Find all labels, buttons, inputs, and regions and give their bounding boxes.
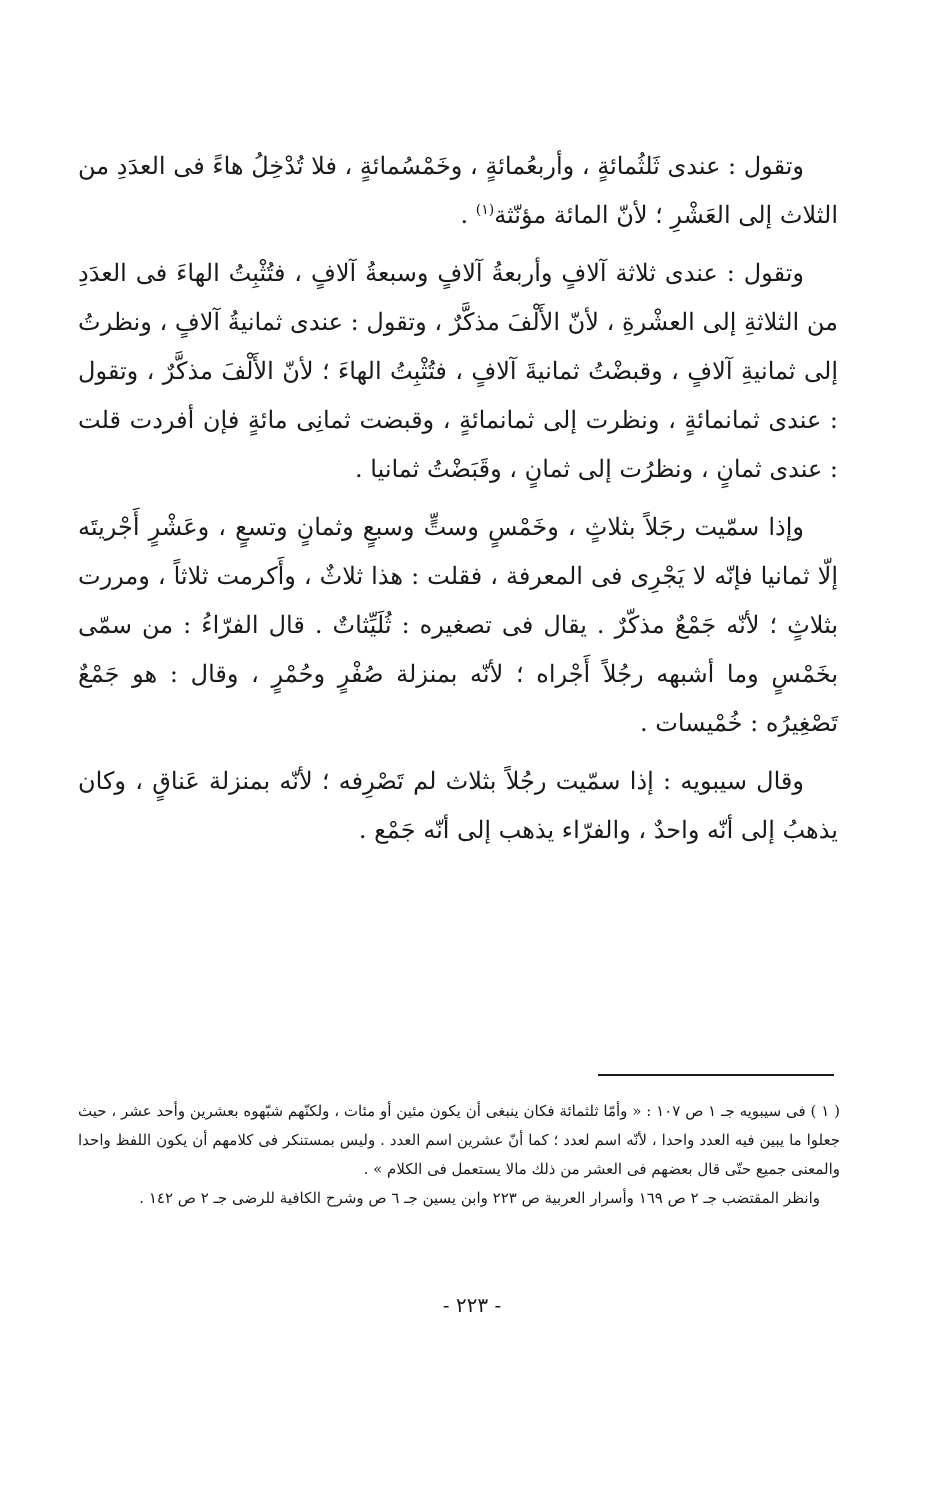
paragraph-4: وقال سيبويه : إذا سمّيت رجُلاً بثلاث لم تَصْرِفه ؛ لأنّه بمنزلة عَناقٍ ، وكان يذهبُ إلى أنّه واحدٌ ، والفرّاء يذهب إلى أنّه جَمْع . (78, 767, 838, 844)
paragraph-1-tail: . (460, 201, 476, 229)
footnotes (78, 1097, 840, 1213)
footnote-divider (598, 1074, 834, 1076)
paragraph-1-text: وتقول : عندى ثَلثُمائةٍ ، وأربعُمائةٍ ، وخَمْسُمائةٍ ، فلا تُدْخِلُ هاءً فى العدَدِ من الثلاث إلى العَشْرِ ؛ لأنّ المائة مؤنّثة (78, 152, 838, 229)
footnote-1: ( ١ ) فى سيبويه جـ ١ ص ١٠٧ : « وأمّا ثلثمائة فكان ينبغى أن يكون مئين أو مئات ، ولكنّهم شبّهوه بعشرين وأحد عشر ، حيث جعلوا ما يبين فيه العدد واحدا ، لأنّه اسم لعدد ؛ كما أنّ عشرين اسم العدد . وليس بمستنكر فى كلامهم أن يكون اللفظ واحدا والمعنى جميع حتّى قال بعضهم فى العشر من ذلك مالا يستعمل فى الكلام » . (78, 1102, 840, 1178)
footnote-reference: (١) (475, 202, 495, 218)
paragraph-1 (78, 142, 838, 240)
main-text (78, 142, 838, 864)
footnote-1-continuation: وانظر المقتضب جـ ٢ ص ١٦٩ وأسرار العربية ص ٢٢٣ وابن يسين جـ ٦ ص وشرح الكافية للرضى جـ ٢ ص ١٤٢ . (139, 1189, 820, 1207)
paragraph-3: وإذا سمّيت رجَلاً بثلاثٍ ، وخَمْسٍ وستٍّ وسبعٍ وثمانٍ وتسعٍ ، وعَشْرٍ أَجْريتَه إلّا ثمانيا فإنّه لا يَجْرِى فى المعرفة ، فقلت : هذا ثلاثٌ ، وأَكرمت ثلاثاً ، ومررت بثلاثٍ ؛ لأنّه جَمْعٌ مذكّرٌ . يقال فى تصغيره : ثُلَيِّثاتٌ . قال الفرّاءُ : من سمّى بخَمْسٍ وما أشبهه رجُلاً أَجْراه ؛ لأنّه بمنزلة صُفْرٍ وحُمْرٍ ، وقال : هو جَمْعٌ تَصْغِيرُه : خُمْيسات . (78, 513, 838, 737)
page-number: - ٢٢٣ - (442, 1293, 502, 1317)
paragraph-2: وتقول : عندى ثلاثة آلافٍ وأربعةُ آلافٍ وسبعةُ آلافٍ ، فتُثْبِتُ الهاءَ فى العدَدِ من الثلاثةِ إلى العشْرةِ ، لأنّ الأَلْفَ مذكَّرٌ ، وتقول : عندى ثمانيةُ آلافٍ ، ونظرتُ إلى ثمانيةِ آلافٍ ، وقبضْتُ ثمانيةَ آلافٍ ، فتُثْبِتُ الهاءَ ؛ لأنّ الأَلْفَ مذكَّرٌ ، وتقول : عندى ثمانمائةٍ ، ونظرت إلى ثمانمائةٍ ، وقبضت ثمانِى مائةٍ فإن أفردت قلت : عندى ثمانٍ ، ونظرُت إلى ثمانٍ ، وقَبَضْتُ ثمانيا . (78, 259, 839, 483)
